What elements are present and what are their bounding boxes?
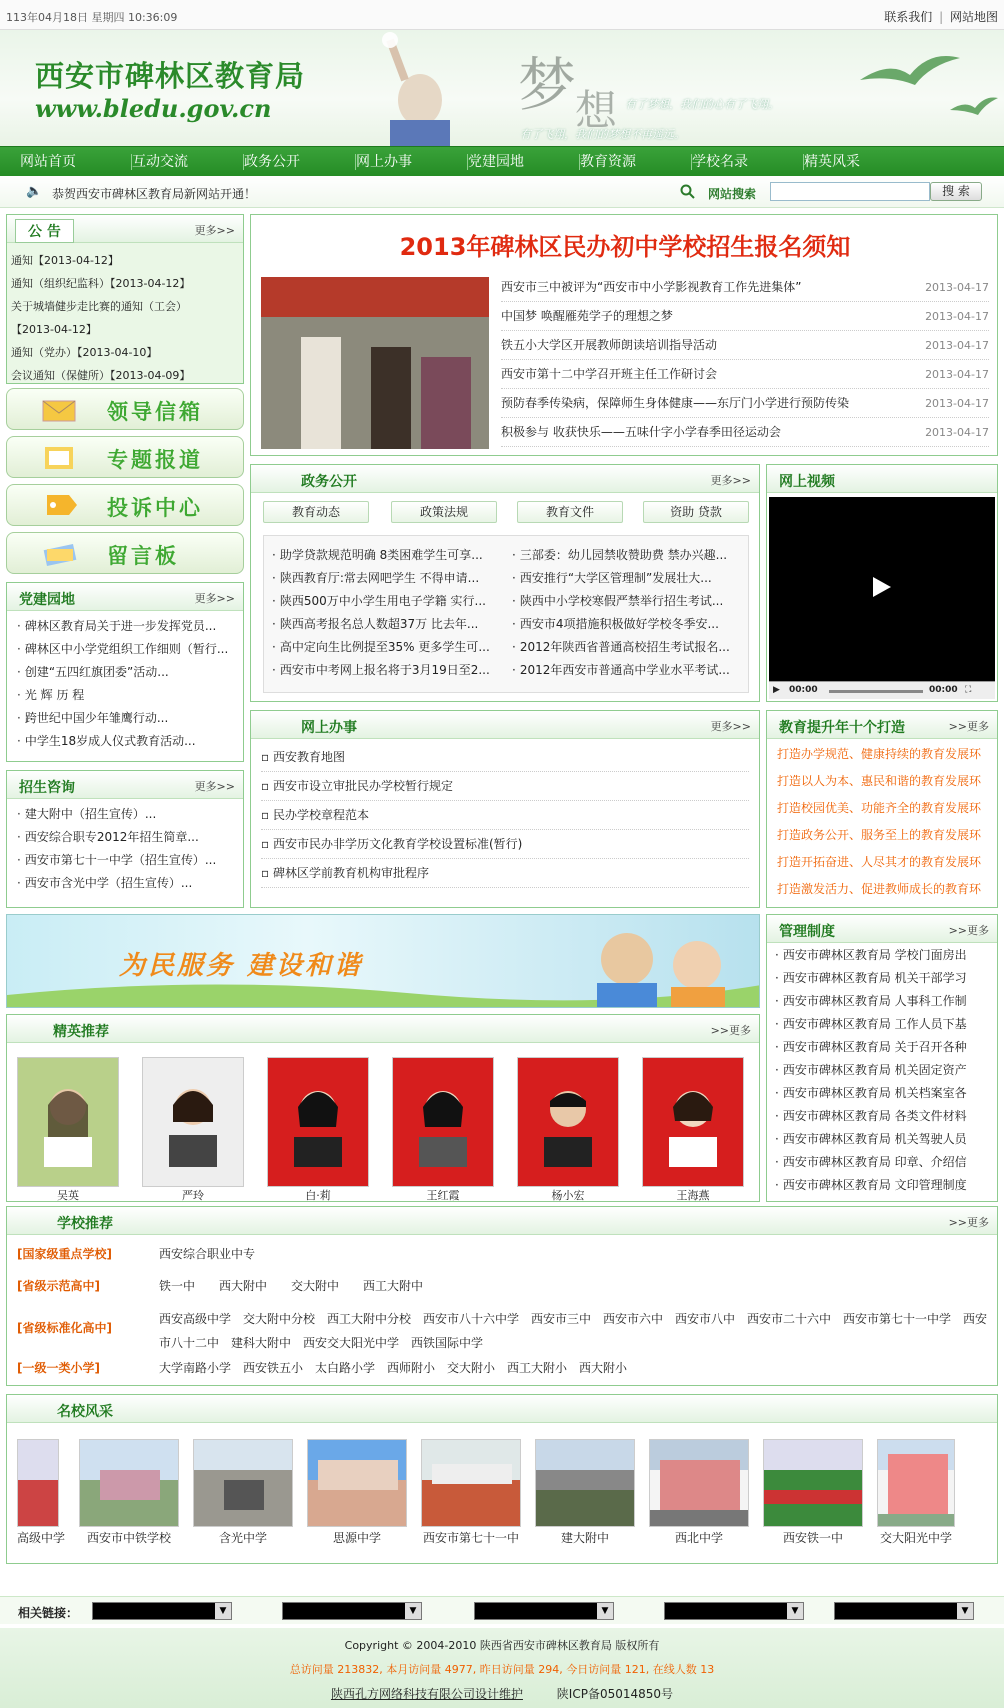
children-photo [567,919,747,1008]
main-nav [0,146,1004,176]
site-title[interactable]: 西安市碑林区教育局 [35,59,306,93]
enrollment-box [6,770,244,908]
headline-box [250,214,998,456]
service-item-label[interactable]: 民办学校章程范本 [272,808,369,822]
headline-title[interactable]: 2013年碑林区民办初中学校招生报名须知 [399,233,851,261]
related-link-select[interactable] [664,1602,804,1620]
related-links-bar [0,1596,1004,1624]
elite-name: 王红霞 [426,1189,460,1201]
management-title: 管理制度 [779,924,835,940]
gov-item[interactable]: · 陕西500万中小学生用电子学籍 实行... [272,590,502,613]
online-service-more[interactable]: 更多>> [710,720,751,733]
management-item[interactable]: · 西安市碑林区教育局 机关固定资产 [775,1059,989,1082]
folder-icon [41,443,81,471]
school-name: 思源中学 [333,1531,382,1545]
news-item[interactable] [501,418,989,447]
school-name: 含光中学 [219,1531,268,1545]
news-title[interactable]: 铁五小大学区开展教师朗读培训指导活动 [501,338,718,352]
news-item[interactable] [501,273,989,302]
school-card[interactable] [877,1439,955,1546]
announcement-item[interactable]: 会议通知（保健所）【2013-04-09】 [11,369,191,382]
elite-name: 吴英 [57,1189,79,1201]
related-link-select[interactable] [474,1602,614,1620]
elite-photo[interactable] [142,1057,244,1187]
video-controls [769,681,995,699]
enrollment-item[interactable]: · 西安综合职专2012年招生简章... [17,826,233,849]
party-more[interactable]: 更多>> [194,592,235,605]
elite-photo[interactable] [267,1057,369,1187]
tag-icon [41,491,81,519]
chevron-down-icon: ▼ [215,1603,231,1619]
management-item[interactable]: · 西安市碑林区教育局 印章、介绍信 [775,1151,989,1174]
nav-interaction[interactable]: 互动交流 [132,154,244,170]
tab-policy[interactable]: 政策法规 [391,501,497,523]
gov-item[interactable]: · 2012年西安市普通高中学业水平考试... [512,659,742,682]
news-title[interactable]: 积极参与 收获快乐——五味什字小学春季田径运动会 [501,425,781,439]
related-link-select[interactable] [282,1602,422,1620]
search-icon [680,184,696,200]
management-item[interactable]: · 西安市碑林区教育局 关于召开各种 [775,1036,989,1059]
video-time-total: 00:00 [929,685,958,695]
schools-more[interactable]: >>更多 [948,1216,989,1229]
chevron-down-icon: ▼ [597,1603,613,1619]
elite-name: 严玲 [182,1189,204,1201]
gov-item[interactable]: · 陕西高考报名总人数超37万 比去年... [272,613,502,636]
party-item[interactable]: · 光 辉 历 程 [17,684,233,707]
online-service-list [251,739,759,892]
service-item-label[interactable]: 西安市民办非学历文化教育学校设置标准(暂行) [272,837,523,851]
service-item[interactable]: ▫ 西安市设立审批民办学校暂行规定 [261,772,749,801]
announcement-title: 公 告 [15,219,74,243]
news-list [501,273,989,447]
nav-schools[interactable]: 学校名录 [692,154,804,170]
elite-photo[interactable] [642,1057,744,1187]
party-item[interactable]: · 创建“五四红旗团委”活动... [17,661,233,684]
elite-name: 白·莉 [305,1189,331,1201]
party-item[interactable]: · 中学生18岁成人仪式教育活动... [17,730,233,753]
announcement-item[interactable]: 通知【2013-04-12】 [11,254,119,267]
school-card[interactable] [535,1439,635,1546]
ten-builds-item[interactable]: 打造以人为本、惠民和谐的教育发展环 [777,774,982,788]
gov-item[interactable]: · 西安推行“大学区管理制”发展壮大... [512,567,742,590]
news-date: 2013-04-17 [925,310,989,323]
enrollment-title: 招生咨询 [19,780,75,796]
elites-title: 精英推荐 [53,1024,109,1040]
ten-builds-item[interactable]: 打造开拓奋进、人尽其才的教育发展环 [777,855,982,869]
person-icon [538,1077,598,1167]
gov-affairs-box [250,464,760,702]
related-links-label: 相关链接： [18,1606,79,1620]
person-icon [288,1077,348,1167]
announcement-more[interactable]: 更多>> [194,224,235,237]
school-name: 建大附中 [561,1531,610,1545]
management-item[interactable]: · 西安市碑林区教育局 机关驾驶人员 [775,1128,989,1151]
elite-name: 王海燕 [676,1189,710,1201]
ten-builds-item[interactable]: 打造政务公开、服务至上的教育发展环 [777,828,982,842]
elite-card[interactable] [517,1057,619,1201]
contact-link[interactable]: 联系我们 [884,10,933,24]
school-list[interactable]: 铁一中 西大附中 交大附中 西工大附中 [159,1279,424,1293]
chevron-down-icon: ▼ [957,1603,973,1619]
school-card[interactable] [649,1439,749,1546]
news-photo[interactable] [261,277,489,449]
management-item[interactable]: · 西安市碑林区教育局 各类文件材料 [775,1105,989,1128]
dream-char-2: 想 [575,86,618,135]
ten-builds-item[interactable]: 打造办学规范、健康持续的教育发展环 [777,747,982,761]
service-item-label[interactable]: 碑林区学前教育机构审批程序 [272,866,429,880]
school-photo[interactable] [307,1439,407,1527]
tab-edu-news[interactable]: 教育动态 [263,501,369,523]
notes-icon [41,539,81,567]
visit-stats: 总访问量 213832, 本月访问量 4977, 昨日访问量 294, 今日访问量 121, 在线人数 13 [289,1663,715,1676]
school-photo[interactable] [421,1439,521,1527]
school-name: 西安市第七十一中 [423,1531,520,1545]
management-item[interactable]: · 西安市碑林区教育局 文印管理制度 [775,1174,989,1197]
video-play-button[interactable]: ▶ [773,685,780,695]
ten-builds-title: 教育提升年十个打造 [779,720,905,736]
nav-party[interactable]: 党建园地 [468,154,580,170]
search-input[interactable] [770,182,930,201]
news-date: 2013-04-17 [925,397,989,410]
related-link-select[interactable] [92,1602,232,1620]
school-card[interactable] [193,1439,293,1546]
chevron-down-icon: ▼ [787,1603,803,1619]
enrollment-item[interactable]: · 西安市含光中学（招生宣传）... [17,872,233,895]
speaker-icon: 🔈 [26,184,43,199]
video-title: 网上视频 [779,474,835,490]
elite-card[interactable] [392,1057,494,1201]
announcement-item[interactable]: 通知（组织纪监科）【2013-04-12】 [11,277,191,290]
person-icon [38,1077,98,1167]
elite-photo[interactable] [17,1057,119,1187]
news-item[interactable] [501,360,989,389]
school-name: 交大阳光中学 [880,1531,953,1545]
header-banner [0,30,1004,146]
footer-credits [0,1685,1004,1702]
sitemap-link[interactable]: 网站地图 [949,10,998,24]
ten-builds-item[interactable]: 打造激发活力、促进教师成长的教育环 [777,882,982,896]
play-icon[interactable] [871,575,893,599]
related-link-select[interactable] [834,1602,974,1620]
elite-photo[interactable] [392,1057,494,1187]
leader-mailbox-button[interactable] [6,388,244,430]
top-separator: | [939,10,944,24]
gov-item[interactable]: · 西安市4项措施积极做好学校冬季安... [512,613,742,636]
school-photo[interactable] [79,1439,179,1527]
mail-icon [41,395,81,423]
nav-online-service[interactable]: 网上办事 [356,154,468,170]
video-player[interactable] [769,497,995,681]
management-item[interactable]: · 西安市碑林区教育局 学校门面房出 [775,944,989,967]
school-photo[interactable] [535,1439,635,1527]
school-card[interactable] [17,1439,65,1546]
school-name: 西北中学 [675,1531,724,1545]
news-title[interactable]: 预防春季传染病，保障师生身体健康——东厅门小学进行预防传染 [501,396,850,410]
school-category: [省级示范高中] [17,1279,100,1293]
elite-card[interactable] [142,1057,244,1201]
announcement-list [7,243,243,383]
party-item[interactable]: · 跨世纪中国少年雏鹰行动... [17,707,233,730]
enrollment-item[interactable]: · 西安市第七十一中学（招生宣传）... [17,849,233,872]
school-category: [一级一类小学] [17,1361,100,1375]
school-card[interactable] [79,1439,179,1546]
news-item[interactable] [501,389,989,418]
school-photo[interactable] [193,1439,293,1527]
online-service-title: 网上办事 [301,720,357,736]
service-item-label[interactable]: 西安市设立审批民办学校暂行规定 [272,779,453,793]
video-progress[interactable] [829,690,923,693]
top-links [884,8,998,25]
special-report-label: 专题报道 [107,448,203,472]
news-date: 2013-04-17 [925,339,989,352]
person-icon [163,1077,223,1167]
gov-affairs-title: 政务公开 [301,474,357,490]
party-box [6,582,244,762]
school-photo[interactable] [17,1439,59,1527]
management-item[interactable]: · 西安市碑林区教育局 人事科工作制 [775,990,989,1013]
footer [0,1628,1004,1708]
school-name: 西安市中铁学校 [87,1531,172,1545]
banner-slogan: 为民服务 建设和谐 [119,951,364,981]
nav-home[interactable]: 网站首页 [20,154,132,170]
party-item[interactable]: · 碑林区中小学党组织工作细则（暂行... [17,638,233,661]
designer-link[interactable]: 陕西孔方网络科技有限公司设计维护 [330,1687,523,1701]
school-photo[interactable] [763,1439,863,1527]
news-item[interactable] [501,302,989,331]
service-item[interactable]: ▫ 西安教育地图 [261,743,749,772]
school-name: 高级中学 [17,1531,66,1545]
famous-schools-box [6,1394,998,1564]
school-category: [国家级重点学校] [17,1247,112,1261]
special-report-button[interactable] [6,436,244,478]
person-icon [663,1077,723,1167]
slogan-line-2: 有了飞翔，我们的梦想不再遥远。 [520,128,685,141]
school-card[interactable] [307,1439,407,1546]
nav-resources[interactable]: 教育资源 [580,154,692,170]
search-label: 网站搜索 [708,187,757,201]
school-list[interactable]: 西安高级中学 交大附中分校 西工大附中分校 西安市八十六中学 西安市三中 西安市六中 西安市八中 西安市二十六中 西安市第七十一中学 西安市八十二中 建科大附中 西安交大阳光中学 西铁国际中学 [159,1312,988,1350]
fullscreen-icon[interactable]: ⛶ [965,685,972,695]
birds-icon [850,40,1000,130]
announcement-box [6,214,244,384]
school-list[interactable]: 大学南路小学 西安铁五小 太白路小学 西师附小 交大附小 西工大附小 西大附小 [159,1361,628,1375]
party-item[interactable]: · 碑林区教育局关于进一步发挥党员... [17,615,233,638]
video-box [766,464,998,702]
gov-item[interactable]: · 西安市中考网上报名将于3月19日至2... [272,659,502,682]
announcement-item[interactable]: 通知（党办）【2013-04-10】 [11,346,158,359]
site-url: www.bledu.gov.cn [35,94,272,123]
nav-elites[interactable]: 精英风采 [804,154,860,170]
news-date: 2013-04-17 [925,426,989,439]
announcement-item: 【2013-04-12】 [11,323,97,336]
gov-item[interactable]: · 三部委：幼儿园禁收赞助费 禁办兴趣... [512,544,742,567]
schools-title: 学校推荐 [57,1216,113,1232]
elite-card[interactable] [17,1057,119,1201]
person-icon [413,1077,473,1167]
gov-affairs-list [263,535,749,693]
enrollment-item[interactable]: · 建大附中（招生宣传）... [17,803,233,826]
news-date: 2013-04-17 [925,281,989,294]
date-time: 113年04月18日 星期四 10:36:09 [6,11,178,24]
school-list[interactable]: 西安综合职业中专 [159,1247,256,1261]
service-item[interactable]: ▫ 西安市民办非学历文化教育学校设置标准(暂行) [261,830,749,859]
management-item[interactable]: · 西安市碑林区教育局 机关干部学习 [775,967,989,990]
school-card[interactable] [763,1439,863,1546]
message-board-label: 留言板 [107,544,179,568]
ten-builds-item[interactable]: 打造校园优美、功能齐全的教育发展环 [777,801,982,815]
famous-schools-title: 名校风采 [57,1404,113,1420]
management-more[interactable]: >>更多 [948,924,989,937]
elite-name: 杨小宏 [551,1189,585,1201]
management-box [766,914,998,1202]
notice-text[interactable]: 恭贺西安市碑林区教育局新网站开通！ [52,187,257,201]
service-item[interactable]: ▫ 碑林区学前教育机构审批程序 [261,859,749,888]
video-time-current: 00:00 [789,685,818,695]
copyright: Copyright © 2004-2010 陕西省西安市碑林区教育局 版权所有 [344,1639,660,1652]
boy-photo [360,30,480,146]
top-bar [0,0,1004,30]
gov-item[interactable]: · 陕西教育厅:常去网吧学生 不得申请... [272,567,502,590]
elite-card[interactable] [267,1057,369,1201]
tab-documents[interactable]: 教育文件 [517,501,623,523]
party-title: 党建园地 [19,592,75,608]
tab-loans[interactable]: 资助 贷款 [643,501,749,523]
enrollment-more[interactable]: 更多>> [194,780,235,793]
news-title[interactable]: 西安市第十二中学召开班主任工作研讨会 [501,367,718,381]
news-item[interactable] [501,331,989,360]
management-item[interactable]: · 西安市碑林区教育局 工作人员下基 [775,1013,989,1036]
famous-schools-gallery [17,1439,955,1546]
gov-affairs-more[interactable]: 更多>> [710,474,751,487]
search-button[interactable]: 搜 索 [930,182,982,201]
school-photo[interactable] [649,1439,749,1527]
gov-item[interactable]: · 陕西中小学校寒假严禁举行招生考试... [512,590,742,613]
gov-item[interactable]: · 高中定向生比例提至35% 更多学生可... [272,636,502,659]
complaint-center-button[interactable] [6,484,244,526]
gov-item[interactable]: · 助学贷款规范明确 8类困难学生可享... [272,544,502,567]
elites-box [6,1014,760,1202]
schools-box [6,1206,998,1386]
gov-item[interactable]: · 2012年陕西省普通高校招生考试报名... [512,636,742,659]
message-board-button[interactable] [6,532,244,574]
elites-gallery [17,1057,744,1201]
school-category: [省级标准化高中] [17,1321,112,1335]
service-item-label[interactable]: 西安教育地图 [272,750,345,764]
leader-mailbox-label: 领导信箱 [107,400,203,424]
news-title[interactable]: 中国梦 唤醒雁苑学子的理想之梦 [501,309,673,323]
dream-char-1: 梦 [518,51,577,119]
news-title[interactable]: 西安市三中被评为“西安市中小学影视教育工作先进集体” [501,280,802,294]
elite-photo[interactable] [517,1057,619,1187]
service-item[interactable]: ▫ 民办学校章程范本 [261,801,749,830]
online-service-box [250,710,760,908]
elites-more[interactable]: >>更多 [710,1024,751,1037]
school-name: 西安铁一中 [783,1531,844,1545]
ten-builds-more[interactable]: >>更多 [948,720,989,733]
chevron-down-icon: ▼ [405,1603,421,1619]
slogan-line-1: 有了梦想，我们的心有了飞翔。 [625,98,779,111]
complaint-center-label: 投诉中心 [107,496,203,520]
elite-card[interactable] [642,1057,744,1201]
ten-builds-box [766,710,998,908]
school-photo[interactable] [877,1439,955,1527]
management-item[interactable]: · 西安市碑林区教育局 机关档案室各 [775,1082,989,1105]
nav-gov-affairs[interactable]: 政务公开 [244,154,356,170]
school-card[interactable] [421,1439,521,1546]
news-date: 2013-04-17 [925,368,989,381]
icp-number: 陕ICP备05014850号 [556,1687,674,1701]
announcement-item[interactable]: 关于城墙健步走比赛的通知（工会） [11,300,187,313]
service-banner[interactable] [6,914,760,1008]
